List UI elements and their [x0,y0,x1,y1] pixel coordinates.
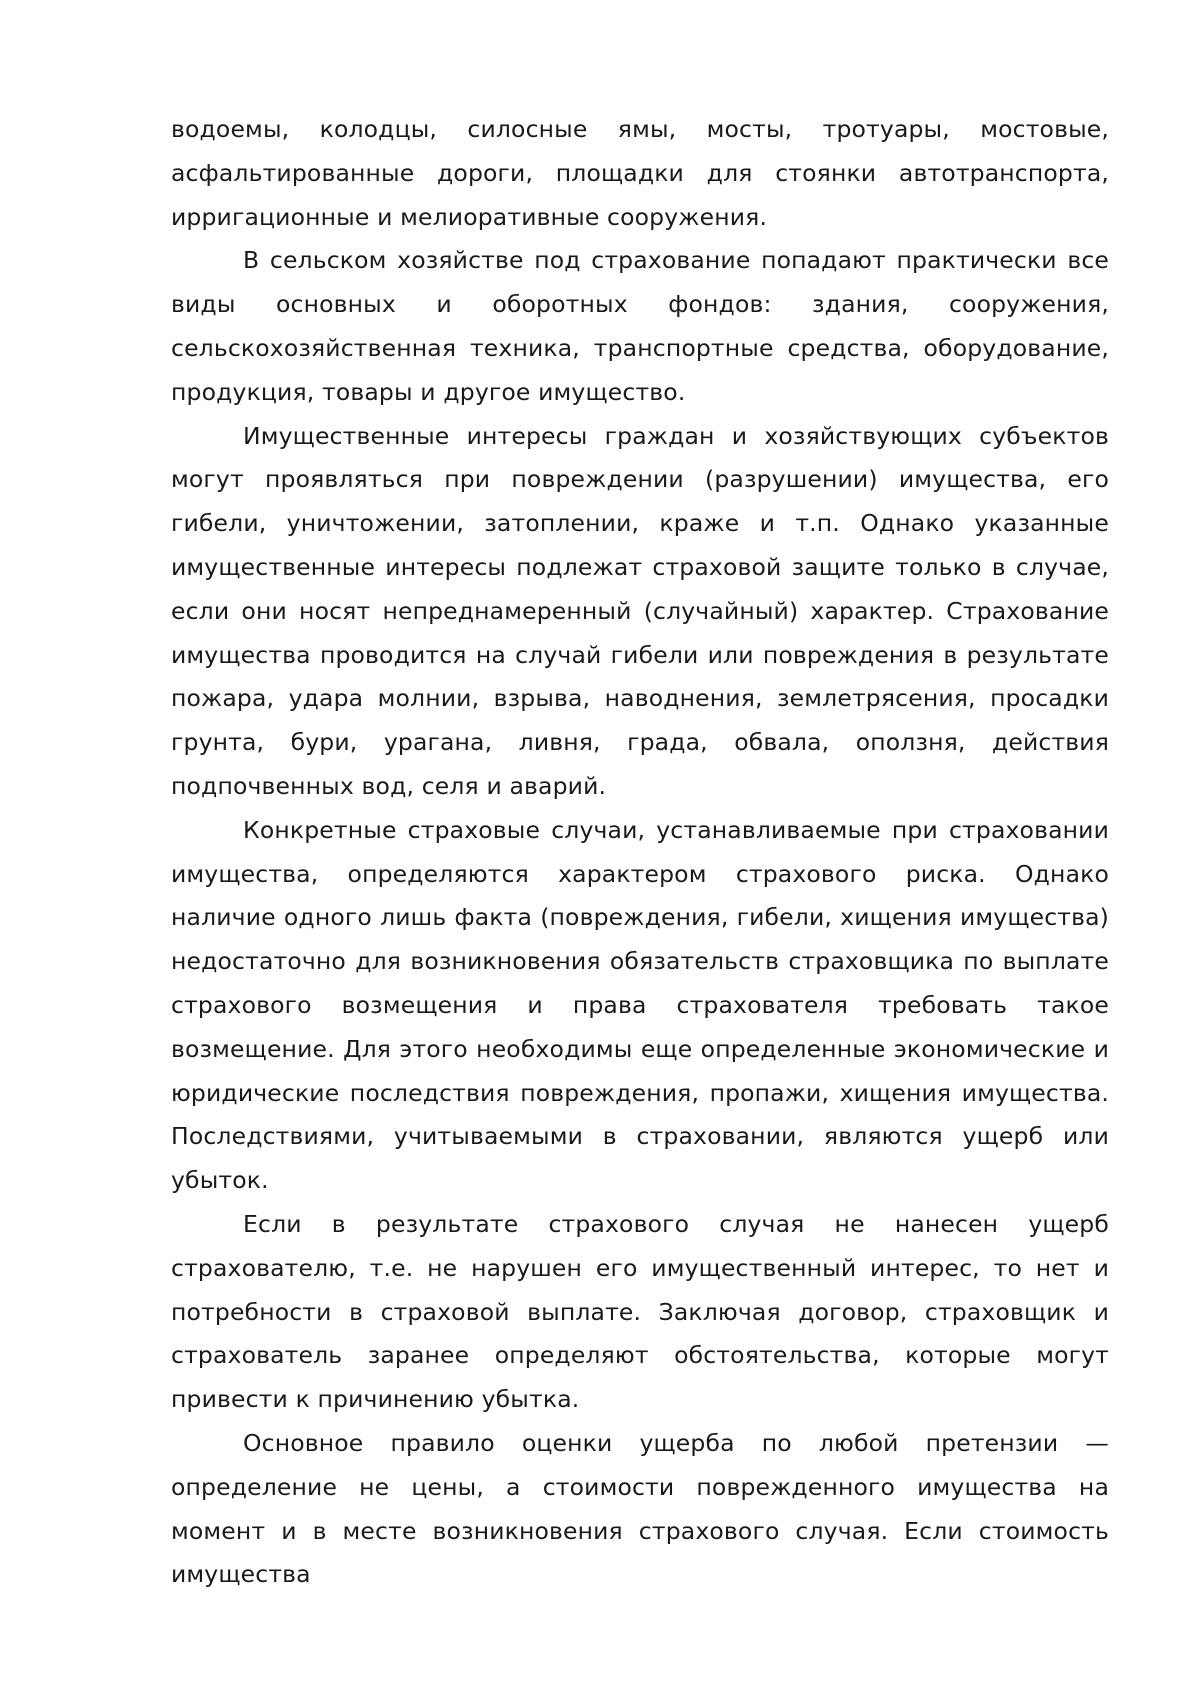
paragraph-4: Конкретные страховые случаи, устанавливаемые при страховании имущества, определяются характером страхового риска. Однако наличие одного лишь факта (повреждения, гибели, хищения имущества) недостаточно для возникновения обязательств страховщика по выплате страхового возмещения и права страхователя требовать такое возмещение. Для этого необходимы еще определенные экономические и юридические последствия повреждения, пропажи, хищения имущества. Последствиями, учитываемыми в страховании, являются ущерб или убыток. [171,815,1109,1195]
paragraph-3: Имущественные интересы граждан и хозяйствующих субъектов могут проявляться при повреждении (разрушении) имущества, его гибели, уничтожении, затоплении, краже и т.п. Однако указанные имущественные интересы подлежат страховой защите только в случае, если они носят непреднамеренный (случайный) характер. Страхование имущества проводится на случай гибели или повреждения в результате пожара, удара молнии, взрыва, наводнения, землетрясения, просадки грунта, бури, урагана, ливня, града, обвала, оползня, действия подпочвенных вод, селя и аварий. [171,421,1109,800]
paragraph-5: Если в результате страхового случая не нанесен ущерб страхователю, т.е. не нарушен его имущественный интерес, то нет и потребности в страховой выплате. Заключая договор, страховщик и страхователь заранее определяют обстоятельства, которые могут привести к причинению убытка. [171,1209,1109,1414]
paragraph-2: В сельском хозяйстве под страхование попадают практически все виды основных и оборотных фондов: здания, сооружения, сельскохозяйственная техника, транспортные средства, оборудование, продукция, товары и другое имущество. [171,246,1109,406]
paragraph-1: водоемы, колодцы, силосные ямы, мосты, тротуары, мостовые, асфальтированные дороги, площадки для стоянки автотранспорта, ирригационные и мелиоративные сооружения. [171,115,1109,231]
document-page [171,108,1109,1597]
paragraph-6: Основное правило оценки ущерба по любой претензии — определение не цены, а стоимости поврежденного имущества на момент и в месте возникновения страхового случая. Если стоимость имущества [171,1428,1109,1589]
